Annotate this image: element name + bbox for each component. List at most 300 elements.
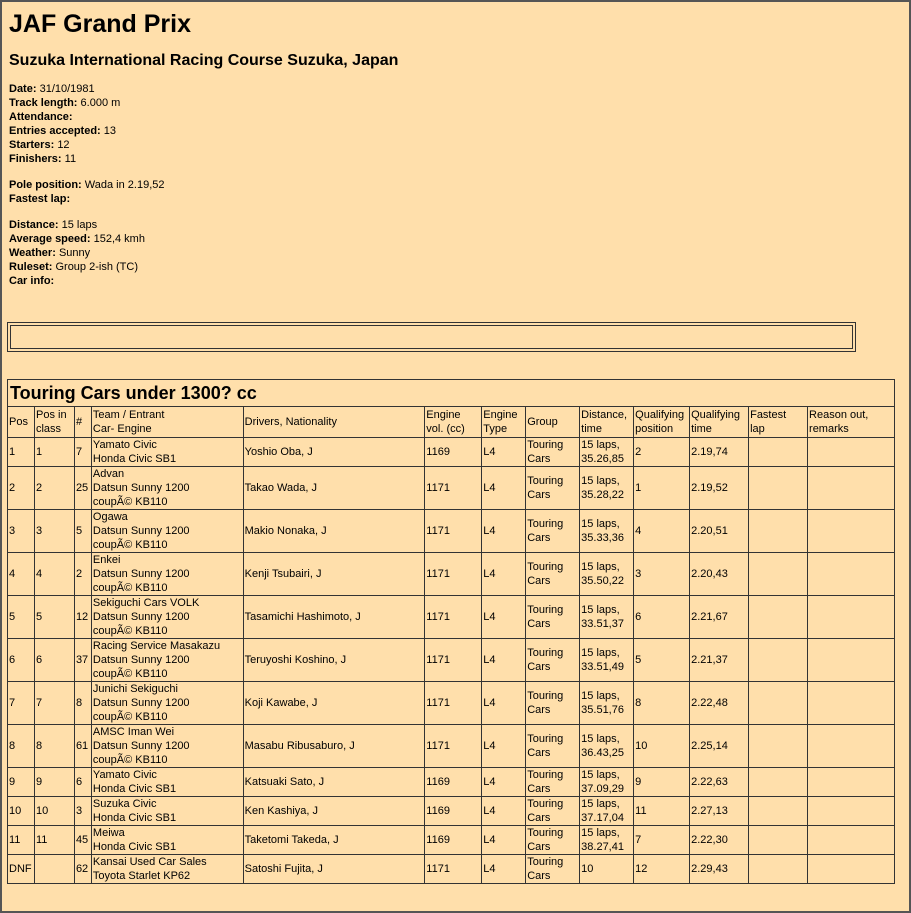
info-value: 15 laps: [61, 219, 98, 231]
header-car-number: [74, 407, 91, 438]
cell-line: 37.09,29: [581, 783, 624, 795]
header-text: Engine: [483, 409, 518, 421]
cell-reason-out: [808, 553, 895, 596]
cell-engine-volume: 1169: [425, 438, 482, 467]
cell-fastest-lap: [749, 855, 808, 884]
cell-line: Cars: [527, 489, 551, 501]
cell-car-number: 37: [74, 639, 91, 682]
info-block-general: [9, 82, 902, 166]
cell-pos: 4: [8, 553, 35, 596]
cell-distance-time: [580, 438, 634, 467]
cell-pos: 9: [8, 768, 35, 797]
cell-line: Cars: [527, 747, 551, 759]
cell-line: Cars: [527, 870, 551, 882]
page-subtitle: Suzuka International Racing Course Suzuka, Japan: [9, 52, 399, 69]
cell-car-number: 8: [74, 682, 91, 725]
cell-drivers: Masabu Ribusaburo, J: [243, 725, 425, 768]
info-label: Track length:: [9, 97, 78, 109]
cell-group: [526, 438, 580, 467]
cell-line: Touring: [527, 647, 564, 659]
cell-car-number: 2: [74, 553, 91, 596]
cell-line: 35.51,76: [581, 704, 624, 716]
cell-engine-type: L4: [482, 467, 526, 510]
info-label: Distance:: [9, 219, 59, 231]
table-row: [8, 596, 895, 639]
cell-line: Datsun Sunny 1200: [92, 740, 190, 752]
cell-drivers: Kenji Tsubairi, J: [243, 553, 425, 596]
cell-drivers: Koji Kawabe, J: [243, 682, 425, 725]
cell-qualifying-time: 2.22,63: [690, 768, 749, 797]
cell-line: 15 laps,: [581, 604, 620, 616]
cell-pos: 5: [8, 596, 35, 639]
info-value: Sunny: [58, 247, 91, 259]
cell-line: Suzuka Civic: [92, 798, 157, 810]
cell-line: Datsun Sunny 1200: [92, 611, 190, 623]
cell-engine-volume: 1171: [425, 682, 482, 725]
cell-drivers: Tasamichi Hashimoto, J: [243, 596, 425, 639]
cell-car-number: 62: [74, 855, 91, 884]
cell-drivers: Katsuaki Sato, J: [243, 768, 425, 797]
cell-qualifying-time: 2.22,30: [690, 826, 749, 855]
cell-line: coupÃ© KB110: [92, 582, 168, 594]
cell-qualifying-position: 10: [634, 725, 690, 768]
cell-fastest-lap: [749, 826, 808, 855]
cell-team-car: [91, 682, 243, 725]
info-label: Weather:: [9, 247, 56, 259]
header-reason-out: [808, 407, 895, 438]
cell-group: [526, 725, 580, 768]
cell-line: 38.27,41: [581, 841, 624, 853]
header-text: Distance,: [581, 409, 628, 421]
cell-reason-out: [808, 725, 895, 768]
cell-line: Datsun Sunny 1200: [92, 697, 190, 709]
table-header-row: [8, 407, 895, 438]
cell-fastest-lap: [749, 797, 808, 826]
info-row: [9, 82, 902, 96]
table-body: [8, 438, 895, 884]
cell-line: Junichi Sekiguchi: [92, 683, 178, 695]
cell-pos: 6: [8, 639, 35, 682]
cell-line: 15 laps,: [581, 518, 620, 530]
cell-line: Touring: [527, 561, 564, 573]
header-text: Fastest: [750, 409, 787, 421]
header-engine-type: [482, 407, 526, 438]
cell-reason-out: [808, 467, 895, 510]
cell-fastest-lap: [749, 725, 808, 768]
cell-line: Cars: [527, 783, 551, 795]
info-row: [9, 96, 902, 110]
cell-line: Enkei: [92, 554, 121, 566]
header-text: time: [581, 423, 602, 435]
cell-qualifying-time: 2.22,48: [690, 682, 749, 725]
cell-group: [526, 855, 580, 884]
cell-line: Honda Civic SB1: [92, 841, 177, 853]
cell-line: Touring: [527, 733, 564, 745]
header-qualifying-position: [634, 407, 690, 438]
cell-pos-in-class: 10: [34, 797, 74, 826]
cell-line: 15 laps,: [581, 475, 620, 487]
table-row: [8, 797, 895, 826]
page: [2, 9, 909, 288]
info-value: 6.000 m: [80, 97, 121, 109]
header-text: position: [635, 423, 674, 435]
cell-line: Ogawa: [92, 511, 128, 523]
cell-line: Honda Civic SB1: [92, 453, 177, 465]
cell-engine-volume: 1171: [425, 855, 482, 884]
cell-line: Cars: [527, 575, 551, 587]
cell-group: [526, 553, 580, 596]
info-block-qualifying: [9, 178, 902, 206]
cell-line: 15 laps,: [581, 439, 620, 451]
info-value: 12: [57, 139, 70, 151]
cell-line: Meiwa: [92, 827, 125, 839]
cell-line: Yamato Civic: [92, 769, 157, 781]
header-text: class: [35, 423, 62, 435]
cell-line: Touring: [527, 439, 564, 451]
header-text: remarks: [809, 423, 849, 435]
header-fastest-lap: [749, 407, 808, 438]
cell-car-number: 6: [74, 768, 91, 797]
cell-line: 15 laps,: [581, 798, 620, 810]
header-text: lap: [750, 423, 765, 435]
header-text: Team / Entrant: [92, 409, 165, 421]
cell-drivers: Taketomi Takeda, J: [243, 826, 425, 855]
cell-engine-type: L4: [482, 855, 526, 884]
cell-reason-out: [808, 438, 895, 467]
cell-line: 15 laps,: [581, 561, 620, 573]
cell-fastest-lap: [749, 553, 808, 596]
info-value: 152,4 kmh: [93, 233, 145, 245]
header-text: time: [691, 423, 712, 435]
cell-team-car: [91, 855, 243, 884]
empty-frame-inner: [10, 325, 853, 349]
cell-engine-type: L4: [482, 438, 526, 467]
cell-engine-volume: 1169: [425, 826, 482, 855]
cell-distance-time: [580, 855, 634, 884]
header-drivers: [243, 407, 425, 438]
cell-line: Touring: [527, 769, 564, 781]
cell-car-number: 3: [74, 797, 91, 826]
cell-team-car: [91, 553, 243, 596]
cell-qualifying-time: 2.27,13: [690, 797, 749, 826]
cell-qualifying-position: 8: [634, 682, 690, 725]
cell-team-car: [91, 797, 243, 826]
cell-qualifying-time: 2.19,52: [690, 467, 749, 510]
header-group: [526, 407, 580, 438]
header-qualifying-time: [690, 407, 749, 438]
cell-line: Touring: [527, 518, 564, 530]
cell-qualifying-position: 1: [634, 467, 690, 510]
table-row: [8, 682, 895, 725]
cell-qualifying-time: 2.20,51: [690, 510, 749, 553]
cell-pos: 10: [8, 797, 35, 826]
cell-distance-time: [580, 725, 634, 768]
cell-line: coupÃ© KB110: [92, 754, 168, 766]
header-text: Drivers, Nationality: [244, 416, 337, 428]
cell-line: Touring: [527, 604, 564, 616]
cell-reason-out: [808, 510, 895, 553]
cell-qualifying-position: 2: [634, 438, 690, 467]
cell-pos-in-class: 1: [34, 438, 74, 467]
cell-pos: DNF: [8, 855, 35, 884]
cell-car-number: 12: [74, 596, 91, 639]
cell-line: Touring: [527, 475, 564, 487]
cell-fastest-lap: [749, 596, 808, 639]
cell-pos-in-class: 9: [34, 768, 74, 797]
cell-group: [526, 797, 580, 826]
table-row: [8, 553, 895, 596]
cell-engine-type: L4: [482, 826, 526, 855]
cell-line: 10: [581, 863, 594, 875]
cell-distance-time: [580, 826, 634, 855]
header-text: Engine: [426, 409, 461, 421]
cell-reason-out: [808, 639, 895, 682]
cell-line: Cars: [527, 812, 551, 824]
cell-pos: 7: [8, 682, 35, 725]
cell-line: Kansai Used Car Sales: [92, 856, 207, 868]
cell-drivers: Ken Kashiya, J: [243, 797, 425, 826]
header-text: Group: [527, 416, 558, 428]
cell-line: 15 laps,: [581, 690, 620, 702]
cell-engine-volume: 1171: [425, 510, 482, 553]
cell-engine-type: L4: [482, 639, 526, 682]
cell-reason-out: [808, 855, 895, 884]
cell-distance-time: [580, 510, 634, 553]
cell-engine-volume: 1171: [425, 467, 482, 510]
cell-pos: 3: [8, 510, 35, 553]
cell-line: Honda Civic SB1: [92, 783, 177, 795]
cell-pos-in-class: 5: [34, 596, 74, 639]
header-text: Reason out,: [809, 409, 869, 421]
cell-group: [526, 639, 580, 682]
cell-line: AMSC Iman Wei: [92, 726, 175, 738]
table-row: [8, 510, 895, 553]
cell-team-car: [91, 438, 243, 467]
cell-qualifying-time: 2.21,37: [690, 639, 749, 682]
cell-engine-volume: 1171: [425, 553, 482, 596]
cell-team-car: [91, 639, 243, 682]
table-row: [8, 826, 895, 855]
cell-engine-type: L4: [482, 682, 526, 725]
cell-engine-type: L4: [482, 768, 526, 797]
cell-line: coupÃ© KB110: [92, 711, 168, 723]
cell-car-number: 61: [74, 725, 91, 768]
cell-qualifying-time: 2.25,14: [690, 725, 749, 768]
info-row: [9, 218, 902, 232]
cell-qualifying-position: 11: [634, 797, 690, 826]
cell-pos-in-class: 7: [34, 682, 74, 725]
table-row: [8, 725, 895, 768]
header-distance-time: [580, 407, 634, 438]
cell-reason-out: [808, 826, 895, 855]
header-team-car: [91, 407, 243, 438]
cell-team-car: [91, 596, 243, 639]
table-row: [8, 467, 895, 510]
cell-team-car: [91, 826, 243, 855]
info-label: Pole position:: [9, 179, 82, 191]
info-row: [9, 246, 902, 260]
cell-engine-type: L4: [482, 596, 526, 639]
header-text: Car- Engine: [92, 423, 152, 435]
cell-qualifying-position: 9: [634, 768, 690, 797]
info-label: Attendance:: [9, 111, 73, 123]
cell-car-number: 25: [74, 467, 91, 510]
header-pos-in-class: [34, 407, 74, 438]
header-pos: [8, 407, 35, 438]
info-block-race: [9, 218, 902, 288]
cell-line: Datsun Sunny 1200: [92, 654, 190, 666]
info-label: Fastest lap:: [9, 193, 71, 205]
cell-reason-out: [808, 596, 895, 639]
cell-engine-type: L4: [482, 510, 526, 553]
cell-engine-volume: 1171: [425, 596, 482, 639]
cell-team-car: [91, 725, 243, 768]
cell-fastest-lap: [749, 438, 808, 467]
cell-line: Racing Service Masakazu: [92, 640, 221, 652]
info-label: Date:: [9, 83, 37, 95]
cell-line: Touring: [527, 798, 564, 810]
cell-line: coupÃ© KB110: [92, 625, 168, 637]
cell-line: Datsun Sunny 1200: [92, 568, 190, 580]
cell-pos: 11: [8, 826, 35, 855]
cell-line: Datsun Sunny 1200: [92, 525, 190, 537]
cell-qualifying-time: 2.20,43: [690, 553, 749, 596]
cell-line: Touring: [527, 856, 564, 868]
cell-line: 33.51,37: [581, 618, 624, 630]
cell-qualifying-position: 7: [634, 826, 690, 855]
cell-line: Touring: [527, 690, 564, 702]
info-row: [9, 124, 902, 138]
cell-drivers: Yoshio Oba, J: [243, 438, 425, 467]
info-label: Average speed:: [9, 233, 91, 245]
cell-line: 35.28,22: [581, 489, 624, 501]
table-row: [8, 639, 895, 682]
cell-line: 15 laps,: [581, 827, 620, 839]
info-value: Wada in 2.19,52: [84, 179, 165, 191]
page-title: JAF Grand Prix: [9, 10, 191, 38]
cell-drivers: Takao Wada, J: [243, 467, 425, 510]
header-text: Qualifying: [635, 409, 685, 421]
cell-engine-type: L4: [482, 553, 526, 596]
cell-drivers: Makio Nonaka, J: [243, 510, 425, 553]
info-row: [9, 232, 902, 246]
info-value: 13: [103, 125, 117, 137]
cell-line: Cars: [527, 453, 551, 465]
cell-engine-volume: 1171: [425, 639, 482, 682]
cell-distance-time: [580, 639, 634, 682]
header-text: Pos: [9, 416, 28, 428]
cell-pos-in-class: [34, 855, 74, 884]
info-label: Starters:: [9, 139, 55, 151]
cell-pos-in-class: 11: [34, 826, 74, 855]
cell-fastest-lap: [749, 467, 808, 510]
info-row: [9, 110, 902, 124]
cell-qualifying-position: 12: [634, 855, 690, 884]
cell-line: Toyota Starlet KP62: [92, 870, 191, 882]
cell-line: 35.26,85: [581, 453, 624, 465]
cell-engine-volume: 1169: [425, 768, 482, 797]
info-value: Group 2-ish (TC): [55, 261, 138, 273]
cell-reason-out: [808, 682, 895, 725]
cell-qualifying-position: 5: [634, 639, 690, 682]
cell-pos-in-class: 4: [34, 553, 74, 596]
table-row: [8, 768, 895, 797]
cell-car-number: 45: [74, 826, 91, 855]
cell-line: Cars: [527, 661, 551, 673]
info-row: [9, 274, 902, 288]
cell-fastest-lap: [749, 682, 808, 725]
cell-engine-type: L4: [482, 797, 526, 826]
cell-group: [526, 682, 580, 725]
cell-line: Yamato Civic: [92, 439, 157, 451]
cell-group: [526, 596, 580, 639]
cell-engine-volume: 1171: [425, 725, 482, 768]
header-text: vol. (cc): [426, 423, 465, 435]
cell-car-number: 7: [74, 438, 91, 467]
cell-fastest-lap: [749, 768, 808, 797]
cell-pos-in-class: 6: [34, 639, 74, 682]
cell-line: Cars: [527, 841, 551, 853]
info-row: [9, 260, 902, 274]
results-caption: Touring Cars under 1300? cc: [7, 379, 895, 406]
info-value: 11: [64, 153, 77, 165]
cell-qualifying-position: 3: [634, 553, 690, 596]
cell-line: Honda Civic SB1: [92, 812, 177, 824]
cell-team-car: [91, 510, 243, 553]
info-value: 31/10/1981: [39, 83, 95, 95]
cell-engine-type: L4: [482, 725, 526, 768]
cell-reason-out: [808, 768, 895, 797]
cell-reason-out: [808, 797, 895, 826]
cell-pos: 8: [8, 725, 35, 768]
cell-qualifying-time: 2.29,43: [690, 855, 749, 884]
empty-frame: [7, 322, 856, 352]
cell-fastest-lap: [749, 639, 808, 682]
cell-pos: 1: [8, 438, 35, 467]
cell-qualifying-position: 6: [634, 596, 690, 639]
cell-group: [526, 467, 580, 510]
cell-qualifying-time: 2.19,74: [690, 438, 749, 467]
cell-engine-volume: 1169: [425, 797, 482, 826]
cell-group: [526, 826, 580, 855]
cell-fastest-lap: [749, 510, 808, 553]
cell-drivers: Satoshi Fujita, J: [243, 855, 425, 884]
cell-line: Cars: [527, 532, 551, 544]
cell-distance-time: [580, 467, 634, 510]
race-info: [9, 82, 902, 288]
cell-distance-time: [580, 596, 634, 639]
cell-pos-in-class: 3: [34, 510, 74, 553]
cell-line: Cars: [527, 618, 551, 630]
cell-drivers: Teruyoshi Koshino, J: [243, 639, 425, 682]
cell-pos: 2: [8, 467, 35, 510]
cell-distance-time: [580, 797, 634, 826]
info-row: [9, 178, 902, 192]
cell-team-car: [91, 768, 243, 797]
cell-group: [526, 768, 580, 797]
cell-line: 15 laps,: [581, 733, 620, 745]
header-text: Qualifying: [691, 409, 741, 421]
results-table: [7, 379, 895, 884]
table-row: [8, 438, 895, 467]
cell-line: coupÃ© KB110: [92, 539, 168, 551]
header-engine-volume: [425, 407, 482, 438]
cell-car-number: 5: [74, 510, 91, 553]
header-text: Pos in: [35, 409, 67, 421]
cell-line: Datsun Sunny 1200: [92, 482, 190, 494]
cell-distance-time: [580, 768, 634, 797]
info-label: Ruleset:: [9, 261, 53, 273]
